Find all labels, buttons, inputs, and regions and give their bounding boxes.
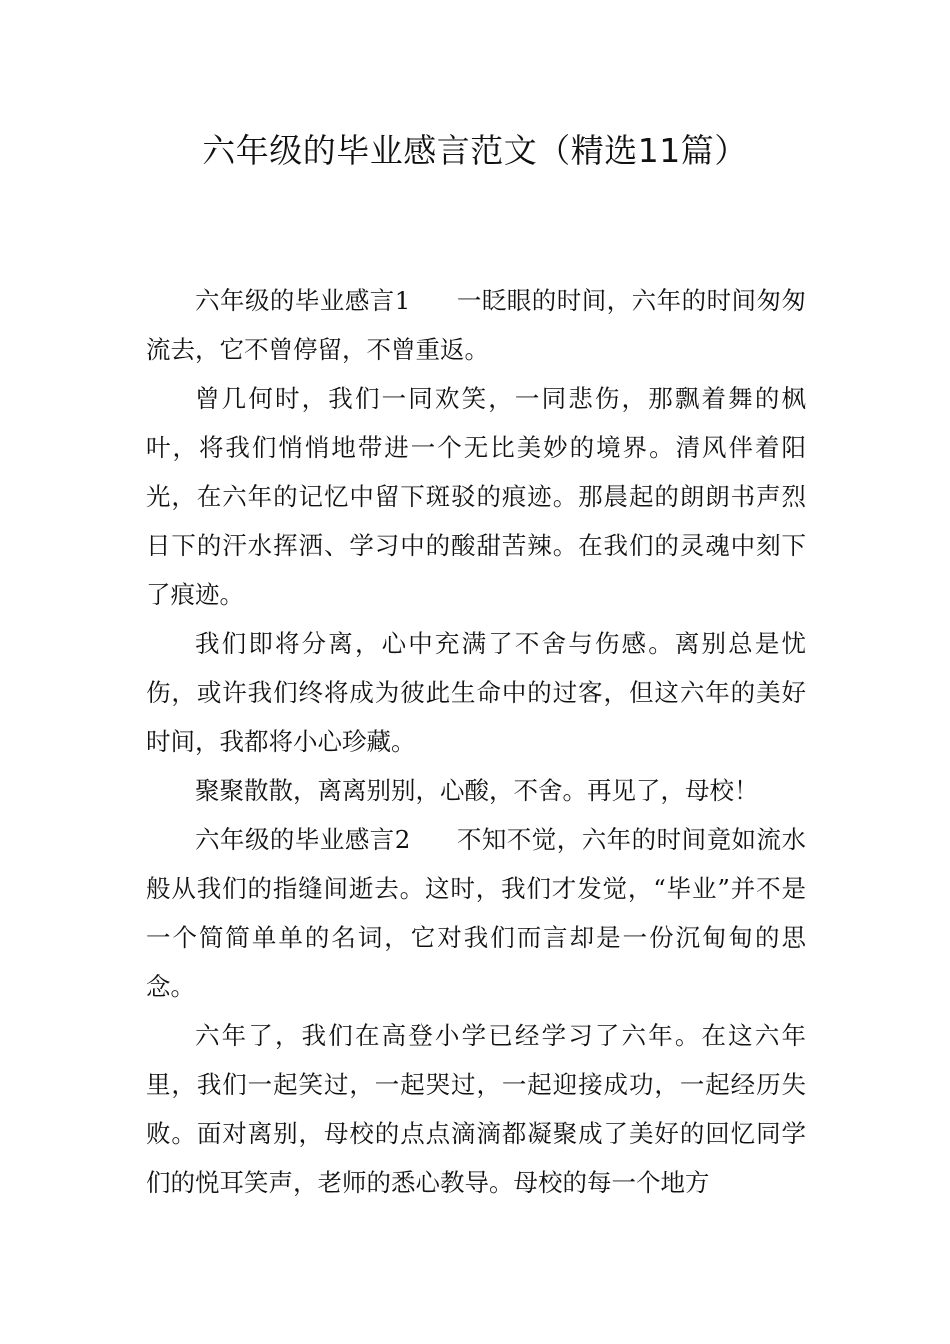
section-heading: 六年级的毕业感言2 bbox=[195, 825, 411, 854]
paragraph bbox=[146, 374, 806, 619]
paragraph bbox=[146, 766, 806, 815]
paragraph-text: 聚聚散散，离离别别，心酸，不舍。再见了，母校！ bbox=[195, 776, 759, 805]
paragraph-text: 六年了，我们在高登小学已经学习了六年。在这六年里，我们一起笑过，一起哭过，一起迎接成功，一起经历失败。面对离别，母校的点点滴滴都凝聚成了美好的回忆同学们的悦耳笑声，老师的悉心教导。母校的每一个地方 bbox=[146, 1021, 806, 1197]
document-body bbox=[146, 276, 806, 1207]
paragraph-text: 不知不觉，六年的时间竟如流水般从我们的指缝间逝去。这时，我们才发觉，“毕业”并不是一个简简单单的名词，它对我们而言却是一份沉甸甸的思念。 bbox=[146, 825, 806, 1001]
section-heading: 六年级的毕业感言1 bbox=[195, 286, 411, 315]
paragraph bbox=[146, 1011, 806, 1207]
paragraph-text: 曾几何时，我们一同欢笑，一同悲伤，那飘着舞的枫叶，将我们悄悄地带进一个无比美妙的境界。清风伴着阳光，在六年的记忆中留下斑驳的痕迹。那晨起的朗朗书声烈日下的汗水挥洒、学习中的酸甜苦辣。在我们的灵魂中刻下了痕迹。 bbox=[146, 384, 806, 609]
paragraph bbox=[146, 276, 806, 374]
paragraph bbox=[146, 619, 806, 766]
paragraph-text: 一眨眼的时间，六年的时间匆匆流去，它不曾停留，不曾重返。 bbox=[146, 286, 806, 364]
paragraph-text: 我们即将分离，心中充满了不舍与伤感。离别总是忧伤，或许我们终将成为彼此生命中的过客，但这六年的美好时间，我都将小心珍藏。 bbox=[146, 629, 806, 756]
document-title: 六年级的毕业感言范文（精选11篇） bbox=[202, 131, 748, 170]
paragraph bbox=[146, 815, 806, 1011]
